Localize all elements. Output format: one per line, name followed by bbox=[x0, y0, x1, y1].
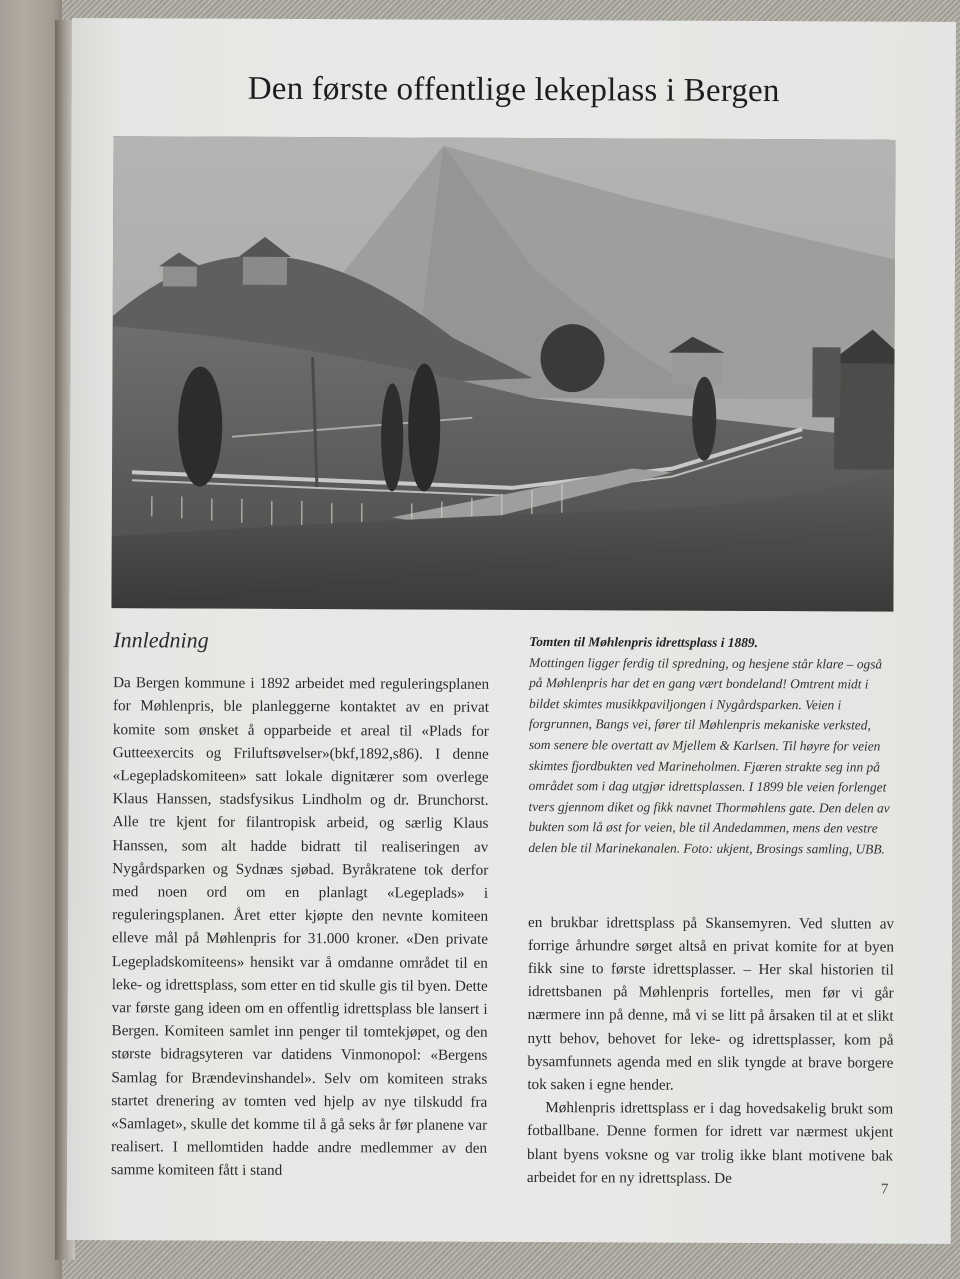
body-paragraph: Møhlenpris idrettsplass er i dag hovedsakelig brukt som fotballbane. Denne formen for idrett var nærmest ukjent blant byens voksne og var trolig ikke blant motivene bak arbeidet for en ny idrettsplass. De bbox=[526, 1099, 894, 1187]
left-column bbox=[111, 628, 489, 1183]
body-paragraph: Da Bergen kommune i 1892 arbeidet med reguleringsplanen for Møhlenpris, ble planleggerne kontaktet av en privat komite som ønsket å opparbeide et areal til «Plads for Gutteexercits og Friluftsøvelser»(bkf,1892,s86). I denne «Legepladskomiteen» satt lokale dignitærer som overlege Klaus Hanssen, stadsfysikus Lindholm og dr. Brunchorst. Alle tre kjent for filantropisk arbeid, og særlig Klaus Hanssen, som alt hadde bidratt til realiseringen av Nygårdsparken og Sydnæs sjøbad. Byråkratene tok derfor med noen ord om en planlagt «Legeplads» i reguleringsplanen. Året etter kjøpte den nevnte komiteen elleve mål på Møhlenpris for 31.000 kroner. «Den private Legepladskomiteens» hensikt var å omdanne området til en leke- og idrettsplass, som etter en tid skulle gis til byen. Dette var første gang ideen om en offentlig idrettsplass ble lansert i Bergen. Komiteen samlet inn penger til tomtekjøpet, og den største bidragsyteren var datidens Vinmonopol: «Bergens Samlag for Brændevinshandel». Selv om komiteen straks startet drenering av tomten ved hjelp av nye tilskudd fra «Samlaget», skulle det komme til å gå seks år før planene var realisert. I mellomtiden hadde andre medlemmer av den samme komiteen fått i stand bbox=[110, 674, 490, 1180]
body-paragraph: en brukbar idrettsplass på Skansemyren. Ved slutten av forrige århundre sørget altså en privat komite for at byen fikk sine to første idrettsplasser. – Her skal historien til idrettsbanen på Møhlenpris fortelles, men før vi går nærmere inn på denne, må vi se litt på årsaken til at et slikt nytt behov, behovet for leke- og idrettsplasser, kom på bysamfunnets agenda med en slik tyngde at brave borgere tok saken i egne hender. bbox=[527, 913, 895, 1094]
caption-text: Mottingen ligger ferdig til spredning, og hesjene står klare – også på Møhlenpris har det en gang vært bondeland! Omtrent midt i bildet skimtes musikkpaviljongen i Nygårdsparken. Veien i forgrunnen, Bangs vei, fører til Møhlenpris mekaniske verksted, som senere ble overtatt av Mjellem & Karlsen. Til høyre for veien skimtes fjordbukten ved Marineholmen. Fjæren strakte seg inn på området som i dag utgjør idrettsplassen. I 1899 ble veien forlenget tvers gjennom diket og fikk navnet Thormøhlens gate. Den delen av bukten som lå øst for veien, ble til Andedammen, mens den vestre delen ble til Marinekanalen. Foto: ukjent, Brosings samling, UBB. bbox=[528, 654, 890, 857]
right-body bbox=[527, 911, 894, 1191]
book-cover-edge bbox=[0, 0, 62, 1279]
page-number: 7 bbox=[880, 1181, 889, 1198]
historic-photo bbox=[111, 136, 895, 611]
right-column bbox=[527, 632, 895, 1191]
section-heading: Innledning bbox=[113, 627, 209, 653]
caption-title: Tomten til Møhlenpris idrettsplass i 1889. bbox=[529, 634, 759, 650]
photo-caption bbox=[528, 632, 895, 860]
landscape-photo-icon bbox=[111, 136, 895, 611]
book-page bbox=[67, 18, 956, 1244]
page-title: Den første offentlige lekeplass i Bergen bbox=[247, 70, 780, 110]
